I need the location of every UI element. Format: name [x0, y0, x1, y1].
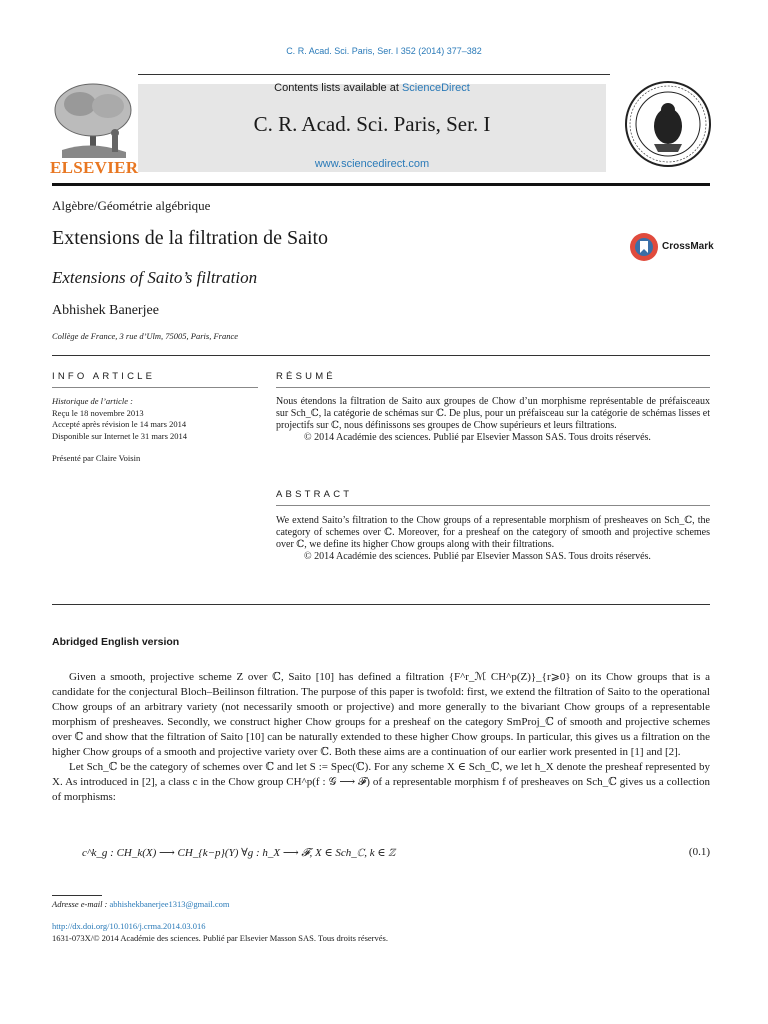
article-title: Extensions de la filtration de Saito [52, 227, 329, 249]
academy-seal-icon [624, 74, 712, 174]
contents-available [138, 82, 606, 94]
journal-url-link[interactable]: www.sciencedirect.com [314, 158, 430, 170]
info-rule [52, 387, 258, 388]
sciencedirect-link[interactable]: ScienceDirect [401, 82, 470, 94]
publisher-logo-text: ELSEVIER [50, 158, 139, 177]
abstract-heading: ABSTRACT [276, 489, 353, 500]
body-text [52, 670, 710, 805]
issn-copyright: 1631-073X/© 2014 Académie des sciences. Publié par Elsevier Masson SAS. Tous droits réservés. [52, 933, 388, 943]
author-email-note [52, 899, 229, 909]
header-bottom-rule [52, 183, 710, 186]
resume-heading: RÉSUMÉ [276, 371, 336, 382]
crossmark-label[interactable]: CrossMark [662, 241, 714, 252]
equation-0-1 [52, 846, 710, 866]
body-paragraph-2: Let Sch_ℂ be the category of schemes over ℂ and let S := Spec(ℂ). For any scheme X ∈ Sch_ℂ, we let h_X denote the presheaf represented by X. As introduced in [2], a class c in the Chow group CH^p(f : 𝒢 ⟶ 𝓕) of a representable morphism f of presheaves on Sch_ℂ gives us a collection of morphisms: [52, 761, 710, 803]
doi-link[interactable]: http://dx.doi.org/10.1016/j.crma.2014.03.016 [52, 921, 206, 931]
accepted-date: Accepté après révision le 14 mars 2014 [52, 419, 187, 429]
abstract-body [276, 515, 710, 563]
email-label: Adresse e-mail : [52, 899, 110, 909]
journal-title: C. R. Acad. Sci. Paris, Ser. I [253, 112, 491, 136]
article-subtitle: Extensions of Saito’s filtration [52, 268, 258, 287]
header-top-rule [138, 74, 610, 75]
meta-divider [52, 355, 710, 356]
section-heading: Abridged English version [52, 636, 180, 648]
equation-number: (0.1) [688, 846, 710, 858]
email-link[interactable]: abhishekbanerjee1313@gmail.com [109, 899, 230, 909]
article-category: Algèbre/Géométrie algébrique [52, 198, 211, 213]
presented-by: Présenté par Claire Voisin [52, 453, 141, 463]
abstract-rule [276, 505, 710, 506]
info-heading: INFO ARTICLE [52, 371, 156, 382]
body-paragraph-1: Given a smooth, projective scheme Z over ℂ, Saito [10] has defined a filtration {F^r_ℳ CH^p(Z)}_{r⩾0} on its Chow groups that is a candidate for the conjectural Bloch–Beilinson filtration. The purpose of this paper is twofold: first, we extend the filtration of Saito to the operational Chow groups of an arbitrary variety (not necessarily smooth or projective) and more generally to the bivariant Chow groups of a representable morphism of presheaves. Secondly, we construct higher Chow groups for a presheaf on the category SmProj_ℂ of smooth and projective schemes over ℂ and show that the filtration of Saito [10] can be naturally extended to these higher Chow groups. In particular, this gives us a filtration on the higher Chow groups of a smooth and projective variety over ℂ. Both these aims are a continuation of our earlier work presented in [1] and [2]. [52, 671, 710, 758]
resume-rule [276, 387, 710, 388]
resume-copyright: © 2014 Académie des sciences. Publié par Elsevier Masson SAS. Tous droits réservés. [304, 432, 651, 443]
author-affiliation: Collège de France, 3 rue d’Ulm, 75005, Paris, France [52, 331, 239, 341]
online-date: Disponible sur Internet le 31 mars 2014 [52, 430, 188, 441]
history-label: Historique de l’article : [52, 396, 133, 406]
abstract-text: We extend Saito’s filtration to the Chow groups of a representable morphism of presheaves on Sch_ℂ, the category of schemes over ℂ. Moreover, for a presheaf on the category of smooth and projective schemes over ℂ, we define its higher Chow groups along with their filtrations. [276, 515, 710, 550]
equation-formula: c^k_g : CH_k(X) ⟶ CH_{k−p}(Y) ∀g : h_X ⟶ 𝓕, X ∈ Sch_ℂ, k ∈ ℤ [82, 847, 396, 859]
article-history [52, 396, 258, 442]
abstract-copyright: © 2014 Académie des sciences. Publié par Elsevier Masson SAS. Tous droits réservés. [304, 551, 651, 562]
journal-citation[interactable]: C. R. Acad. Sci. Paris, Ser. I 352 (2014) 377–382 [286, 46, 482, 56]
received-date: Reçu le 18 novembre 2013 [52, 407, 144, 418]
author-name: Abhishek Banerjee [52, 303, 159, 318]
resume-text: Nous étendons la filtration de Saito aux groupes de Chow d’un morphisme représentable de préfaisceaux sur Sch_ℂ, la catégorie de schémas sur ℂ. De plus, pour un préfaisceau sur la catégorie de schémas lisses et projectifs sur ℂ, nous définissons ses groupes de Chow supérieurs et leurs filtrations. [276, 396, 710, 431]
resume-body [276, 396, 710, 444]
footnote-rule [52, 895, 102, 896]
contents-prefix: Contents lists available at [274, 82, 402, 94]
abstract-divider [52, 604, 710, 605]
